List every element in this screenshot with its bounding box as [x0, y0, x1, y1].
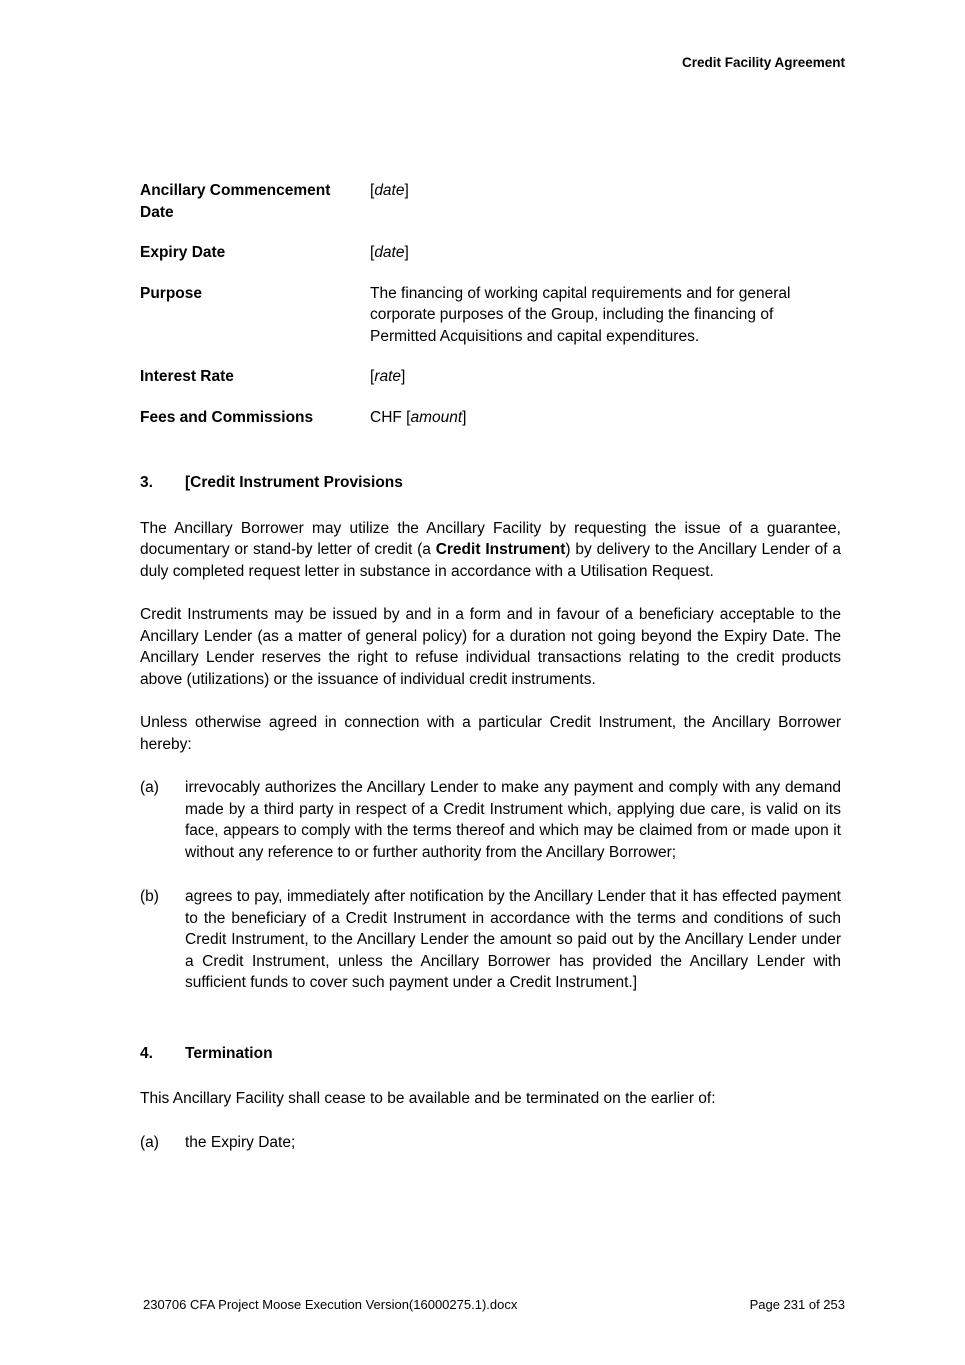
section-title: [Credit Instrument Provisions [185, 474, 403, 491]
row-label: Ancillary Commencement Date [140, 182, 331, 221]
paragraph [140, 518, 841, 583]
value-text: ] [404, 182, 409, 199]
value-placeholder: date [374, 182, 405, 199]
paragraph-text: ) by delivery to the Ancillary Lender of a duly completed request letter in substance in accordance with a Utilisation Request. [140, 541, 841, 580]
row-value [370, 283, 841, 348]
row-label: Fees and Commissions [140, 408, 314, 426]
paragraph: Unless otherwise agreed in connection with a particular Credit Instrument, the Ancillary Borrower hereby: [140, 714, 841, 753]
row-value [370, 366, 841, 388]
section-4-heading [140, 1043, 841, 1065]
table-row [140, 407, 841, 429]
value-placeholder: amount [410, 408, 463, 426]
list-item [140, 1132, 841, 1154]
header-title: Credit Facility Agreement [681, 55, 845, 70]
table-row [140, 180, 841, 223]
section-number: 4. [140, 1044, 153, 1062]
page-footer [143, 1297, 845, 1312]
section-spacer [140, 1017, 841, 1043]
list-item-text: the Expiry Date; [185, 1133, 296, 1151]
defined-term: Credit Instrument [435, 541, 566, 558]
list-item [140, 886, 841, 994]
value-text: [ [370, 368, 375, 385]
paragraph: Credit Instruments may be issued by and in a form and in favour of a beneficiary acceptable to the Ancillary Lender (as a matter of general policy) for a duration not going beyond the Expiry Date. The Ancillary Lender reserves the right to refuse individual transactions relating to the credit products above (utilizations) or the issuance of individual credit instruments. [140, 606, 841, 688]
row-label: Purpose [140, 284, 203, 302]
value-text: [ [370, 244, 375, 261]
value-text: CHF [ [370, 408, 411, 426]
list-marker: (a) [140, 779, 159, 796]
paragraph-text: The Ancillary Borrower may utilize the Ancillary Facility by requesting the issue of a guarantee, documentary or stand-by letter of credit (a [140, 519, 841, 558]
value-text: ] [404, 244, 409, 261]
page-header [140, 55, 845, 70]
value-placeholder: date [374, 244, 405, 261]
table-row [140, 242, 841, 264]
row-label: Expiry Date [140, 244, 226, 261]
list-marker: (b) [140, 888, 159, 905]
value-placeholder: rate [374, 368, 402, 385]
document-content [140, 180, 841, 1176]
footer-page-number: Page 231 of 253 [749, 1297, 845, 1312]
section-title: Termination [185, 1044, 273, 1062]
value-text: ] [462, 408, 467, 426]
list-marker: (a) [140, 1133, 159, 1151]
value-text: The financing of working capital requirements and for general corporate purposes of the Group, including the financing of Permitted Acquisitions and capital expenditures. [370, 284, 791, 345]
row-value [370, 180, 841, 223]
list-item-text: agrees to pay, immediately after notification by the Ancillary Lender that it has effected payment to the beneficiary of a Credit Instrument in accordance with the terms and conditions of such Credit Instrument, to the Ancillary Lender the amount so paid out by the Ancillary Lender under a Credit Instrument, unless the Ancillary Borrower has provided the Ancillary Lender with sufficient funds to cover such payment under a Credit Instrument.] [185, 888, 841, 991]
list-item [140, 777, 841, 863]
value-text: ] [401, 368, 406, 385]
value-text: [ [370, 182, 375, 199]
paragraph: This Ancillary Facility shall cease to be available and be terminated on the earlier of: [140, 1090, 716, 1107]
section-number: 3. [140, 474, 153, 491]
section-3-heading [140, 472, 841, 494]
table-row [140, 366, 841, 388]
row-label: Interest Rate [140, 368, 234, 385]
row-value [370, 407, 841, 429]
list-item-text: irrevocably authorizes the Ancillary Lender to make any payment and comply with any demand made by a third party in respect of a Credit Instrument which, applying due care, is valid on its face, appears to comply with the terms thereof and which may be claimed from or made upon it without any reference to or further authority from the Ancillary Borrower; [185, 779, 841, 861]
table-row [140, 283, 841, 348]
row-value [370, 242, 841, 264]
definitions-table [140, 180, 841, 428]
footer-filename: 230706 CFA Project Moose Execution Version(16000275.1).docx [143, 1297, 518, 1312]
